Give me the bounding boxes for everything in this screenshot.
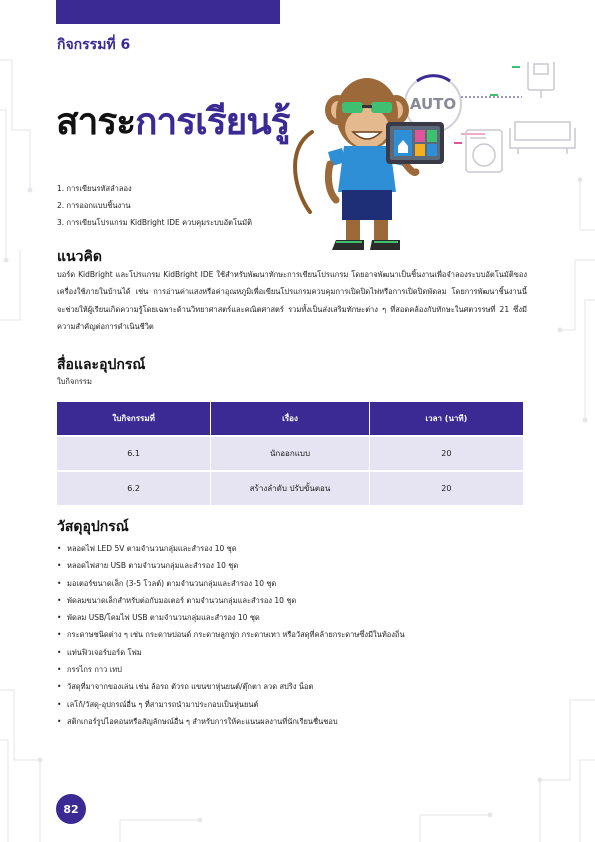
media-subheading: ใบกิจกรรม (57, 377, 92, 386)
table-header-row (57, 402, 523, 436)
page-title (56, 92, 290, 151)
page-title-part2: การเรียนรู้ (135, 100, 290, 143)
table-header-cell: ใบกิจกรรมที่ (57, 402, 211, 436)
table-cell: 20 (369, 471, 523, 505)
smart-device-icon (528, 62, 554, 98)
tablet-icon (386, 122, 444, 164)
list-item: 2. การออกแบบชิ้นงาน (57, 201, 131, 210)
list-item: 3. การเขียนโปรแกรม KidBright IDE ควบคุมระบบอัตโนมัติ (57, 218, 252, 227)
table-cell: 20 (369, 436, 523, 471)
washing-machine-icon (466, 130, 502, 172)
page-number-badge: 82 (56, 794, 86, 824)
table-row (57, 436, 523, 471)
table-cell: 6.2 (57, 471, 211, 505)
activity-label: กิจกรรมที่ 6 (57, 37, 131, 53)
materials-heading: วัสดุอุปกรณ์ (57, 519, 129, 535)
monkey-smart-home-illustration (290, 62, 580, 262)
activity-sheet-table (57, 402, 523, 505)
table-cell: นักออกแบบ (211, 436, 369, 471)
header-bar (56, 0, 280, 24)
list-item: • สติกเกอร์รูปไอคอนหรือสัญลักษณ์อื่น ๆ สำหรับการให้คะแนนผลงานที่นักเรียนชื่นชอบ (57, 713, 405, 730)
list-item: 1. การเขียนรหัสลำลอง (57, 184, 132, 193)
table-row (57, 471, 523, 505)
table-header-cell: เวลา (นาที) (369, 402, 523, 436)
concept-paragraph: บอร์ด KidBright และโปรแกรม KidBright IDE ใช้สำหรับพัฒนาทักษะการเขียนโปรแกรม โดยอาจพัฒนาเป็นชิ้นงานเพื่อจำลองระบบอัตโนมัติของเครื่องใช้ภายในบ้านได้ เช่น การอ่านค่าแสงหรือค่าอุณหภูมิเพื่อเขียนโปรแกรมควบคุมการเปิดปิดไฟหรือการเปิดปิดพัดลม โดยการพัฒนาชิ้นงานนี้จะช่วยให้ผู้เรียนเกิดความรู้โดยเฉพาะด้านวิทยาศาสตร์และคณิตศาสตร์ รวมทั้งเป็นส่งเสริมทักษะต่าง ๆ ที่สอดคล้องกับทักษะในศตวรรษที่ 21 ซึ่งมีความสำคัญต่อการดำเนินชีวิต (57, 270, 527, 331)
list-item: • พัดลม USB/โคมไฟ USB ตามจำนวนกลุ่มและสำรอง 10 ชุด (57, 609, 405, 626)
list-item: • แท่นฟิวเจอร์บอร์ด โฟม (57, 644, 405, 661)
table-header-cell: เรื่อง (211, 402, 369, 436)
learning-objectives-list (57, 180, 252, 231)
list-item: • วัสดุที่มาจากของเล่น เช่น ล้อรถ ตัวรถ แขนขาหุ่นยนต์/ตุ๊กตา ลวด สปริง น็อต (57, 678, 405, 695)
media-heading: สื่อและอุปกรณ์ (57, 357, 146, 373)
list-item: • เลโก้/วัสดุ-อุปกรณ์อื่น ๆ ที่สามารถนำมาประกอบเป็นหุ่นยนต์ (57, 696, 405, 713)
list-item: • หลอดไฟ LED 5V ตามจำนวนกลุ่มและสำรอง 10 ชุด (57, 540, 405, 557)
page-title-part1: สาระ (56, 100, 136, 143)
materials-list (57, 540, 405, 730)
list-item: • หลอดไฟสาย USB ตามจำนวนกลุ่มและสำรอง 10 ชุด (57, 557, 405, 574)
list-item: • กระดาษชนิดต่าง ๆ เช่น กระดาษปอนด์ กระดาษลูกฟูก กระดาษเทา หรือวัสดุที่คล้ายกระดาษซึ่งมีในท้องถิ่น (57, 626, 405, 643)
auto-label: AUTO (409, 95, 457, 113)
table-cell: สร้างลำดับ ปรับขั้นตอน (211, 471, 369, 505)
sofa-icon (510, 122, 575, 154)
list-item: • กรรไกร กาว เทป (57, 661, 405, 678)
list-item: • มอเตอร์ขนาดเล็ก (3-5 โวลต์) ตามจำนวนกลุ่มและสำรอง 10 ชุด (57, 575, 405, 592)
list-item: • พัดลมขนาดเล็กสำหรับต่อกับมอเตอร์ ตามจำนวนกลุ่มและสำรอง 10 ชุด (57, 592, 405, 609)
table-cell: 6.1 (57, 436, 211, 471)
concept-heading: แนวคิด (57, 249, 102, 265)
